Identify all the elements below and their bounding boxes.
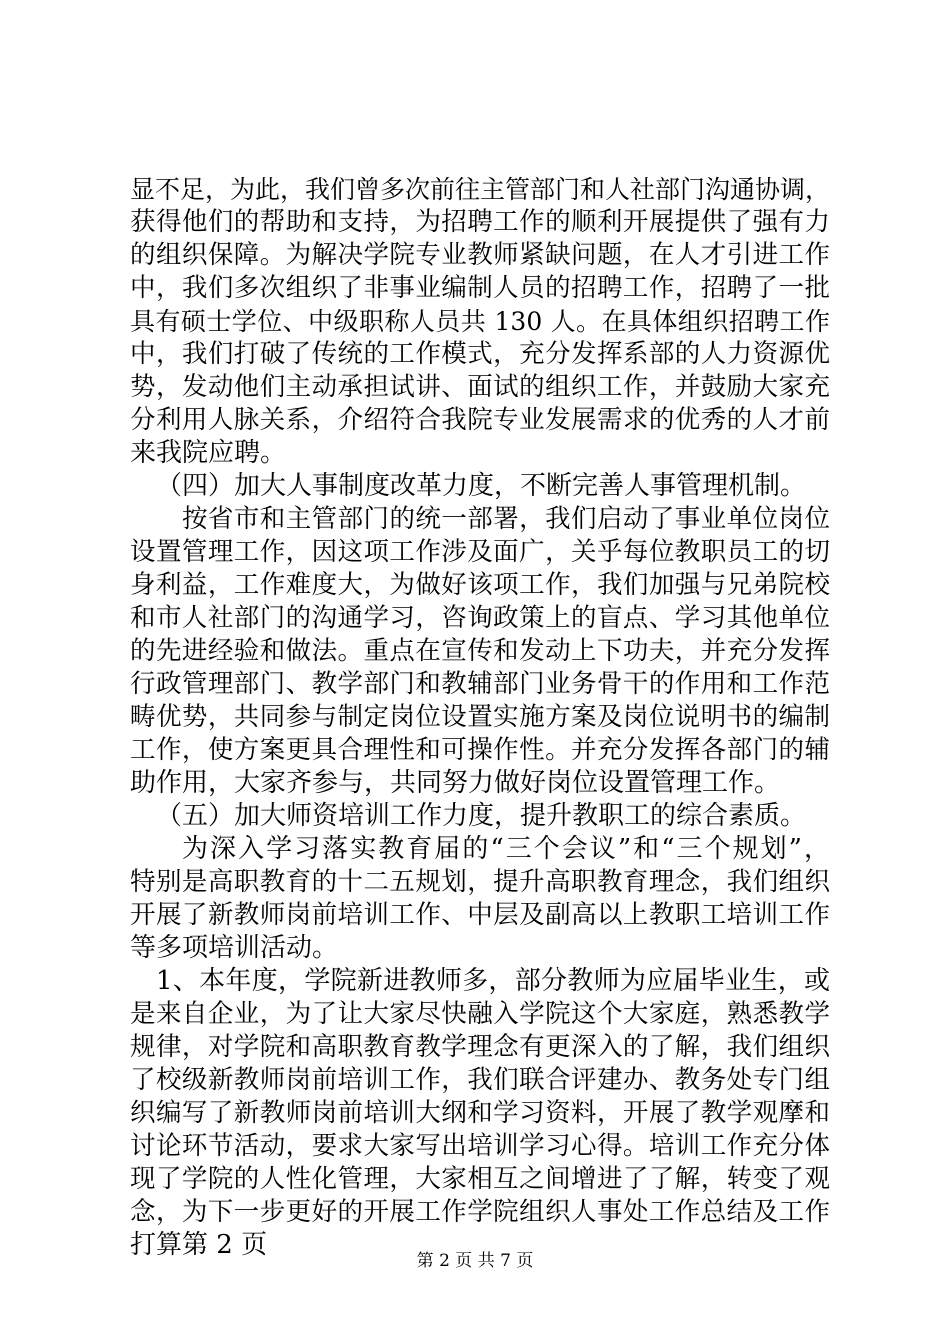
text-line: 显不足，为此，我们曾多次前往主管部门和人社部门沟通协调， [130, 175, 831, 204]
text-line: 畴优势，共同参与制定岗位设置实施方案及岗位说明书的编制 [130, 702, 830, 732]
text-line: 织编写了新教师岗前培训大纲和学习资料，开展了教学观摩和 [130, 1098, 830, 1128]
text-line: 为深入学习落实教育届的“三个会议”和“三个规划”， [182, 834, 830, 864]
body-text [130, 173, 830, 1262]
text-line: 开展了新教师岗前培训工作、中层及副高以上教职工培训工作 [130, 900, 830, 930]
text-line: （四）加大人事制度改革力度，不断完善人事管理机制。 [156, 471, 807, 501]
text-line: 助作用，大家齐参与，共同努力做好岗位设置管理工作。 [130, 768, 781, 798]
text-line: 身利益，工作难度大，为做好该项工作，我们加强与兄弟院校 [130, 570, 830, 600]
text-line: 特别是高职教育的十二五规划，提升高职教育理念，我们组织 [130, 867, 830, 897]
text-line: 获得他们的帮助和支持，为招聘工作的顺利开展提供了强有力 [130, 207, 830, 237]
text-line: 了校级新教师岗前培训工作，我们联合评建办、教务处专门组 [130, 1065, 830, 1095]
text-line: 讨论环节活动，要求大家写出培训学习心得。培训工作充分体 [130, 1131, 830, 1161]
text-line: 势，发动他们主动承担试讲、面试的组织工作，并鼓励大家充 [130, 372, 830, 402]
text-line: 具有硕士学位、中级职称人员共 130 人。在具体组织招聘工作 [130, 307, 830, 336]
text-line: 按省市和主管部门的统一部署，我们启动了事业单位岗位 [182, 504, 830, 534]
text-line: 规律，对学院和高职教育教学理念有更深入的了解，我们组织 [130, 1032, 830, 1062]
text-line: 来我院应聘。 [130, 438, 287, 468]
text-line: 是来自企业，为了让大家尽快融入学院这个大家庭，熟悉教学 [130, 999, 830, 1029]
text-line: 念，为下一步更好的开展工作学院组织人事处工作总结及工作 [130, 1197, 830, 1227]
text-line: 设置管理工作，因这项工作涉及面广，关乎每位教职员工的切 [130, 537, 830, 567]
text-line: 的组织保障。为解决学院专业教师紧缺问题，在人才引进工作 [130, 240, 830, 270]
text-line: 和市人社部门的沟通学习，咨询政策上的盲点、学习其他单位 [130, 603, 830, 633]
text-line: 分利用人脉关系，介绍符合我院专业发展需求的优秀的人才前 [130, 405, 830, 435]
text-line: 工作，使方案更具合理性和可操作性。并充分发挥各部门的辅 [130, 735, 830, 765]
text-line: 的先进经验和做法。重点在宣传和发动上下功夫，并充分发挥 [130, 636, 830, 666]
page-footer: 第 2 页 共 7 页 [416, 1251, 534, 1271]
text-line: 中，我们多次组织了非事业编制人员的招聘工作，招聘了一批 [130, 273, 830, 303]
text-line: （五）加大师资培训工作力度，提升教职工的综合素质。 [156, 801, 807, 831]
text-line: 行政管理部门、教学部门和教辅部门业务骨干的作用和工作范 [130, 669, 830, 699]
text-line: 中，我们打破了传统的工作模式，充分发挥系部的人力资源优 [130, 339, 830, 369]
text-line: 等多项培训活动。 [130, 933, 339, 963]
text-line: 1、本年度，学院新进教师多，部分教师为应届毕业生，或 [156, 966, 830, 996]
text-line: 打算第 2 页 [130, 1230, 268, 1260]
text-line: 现了学院的人性化管理，大家相互之间增进了了解，转变了观 [130, 1164, 830, 1194]
